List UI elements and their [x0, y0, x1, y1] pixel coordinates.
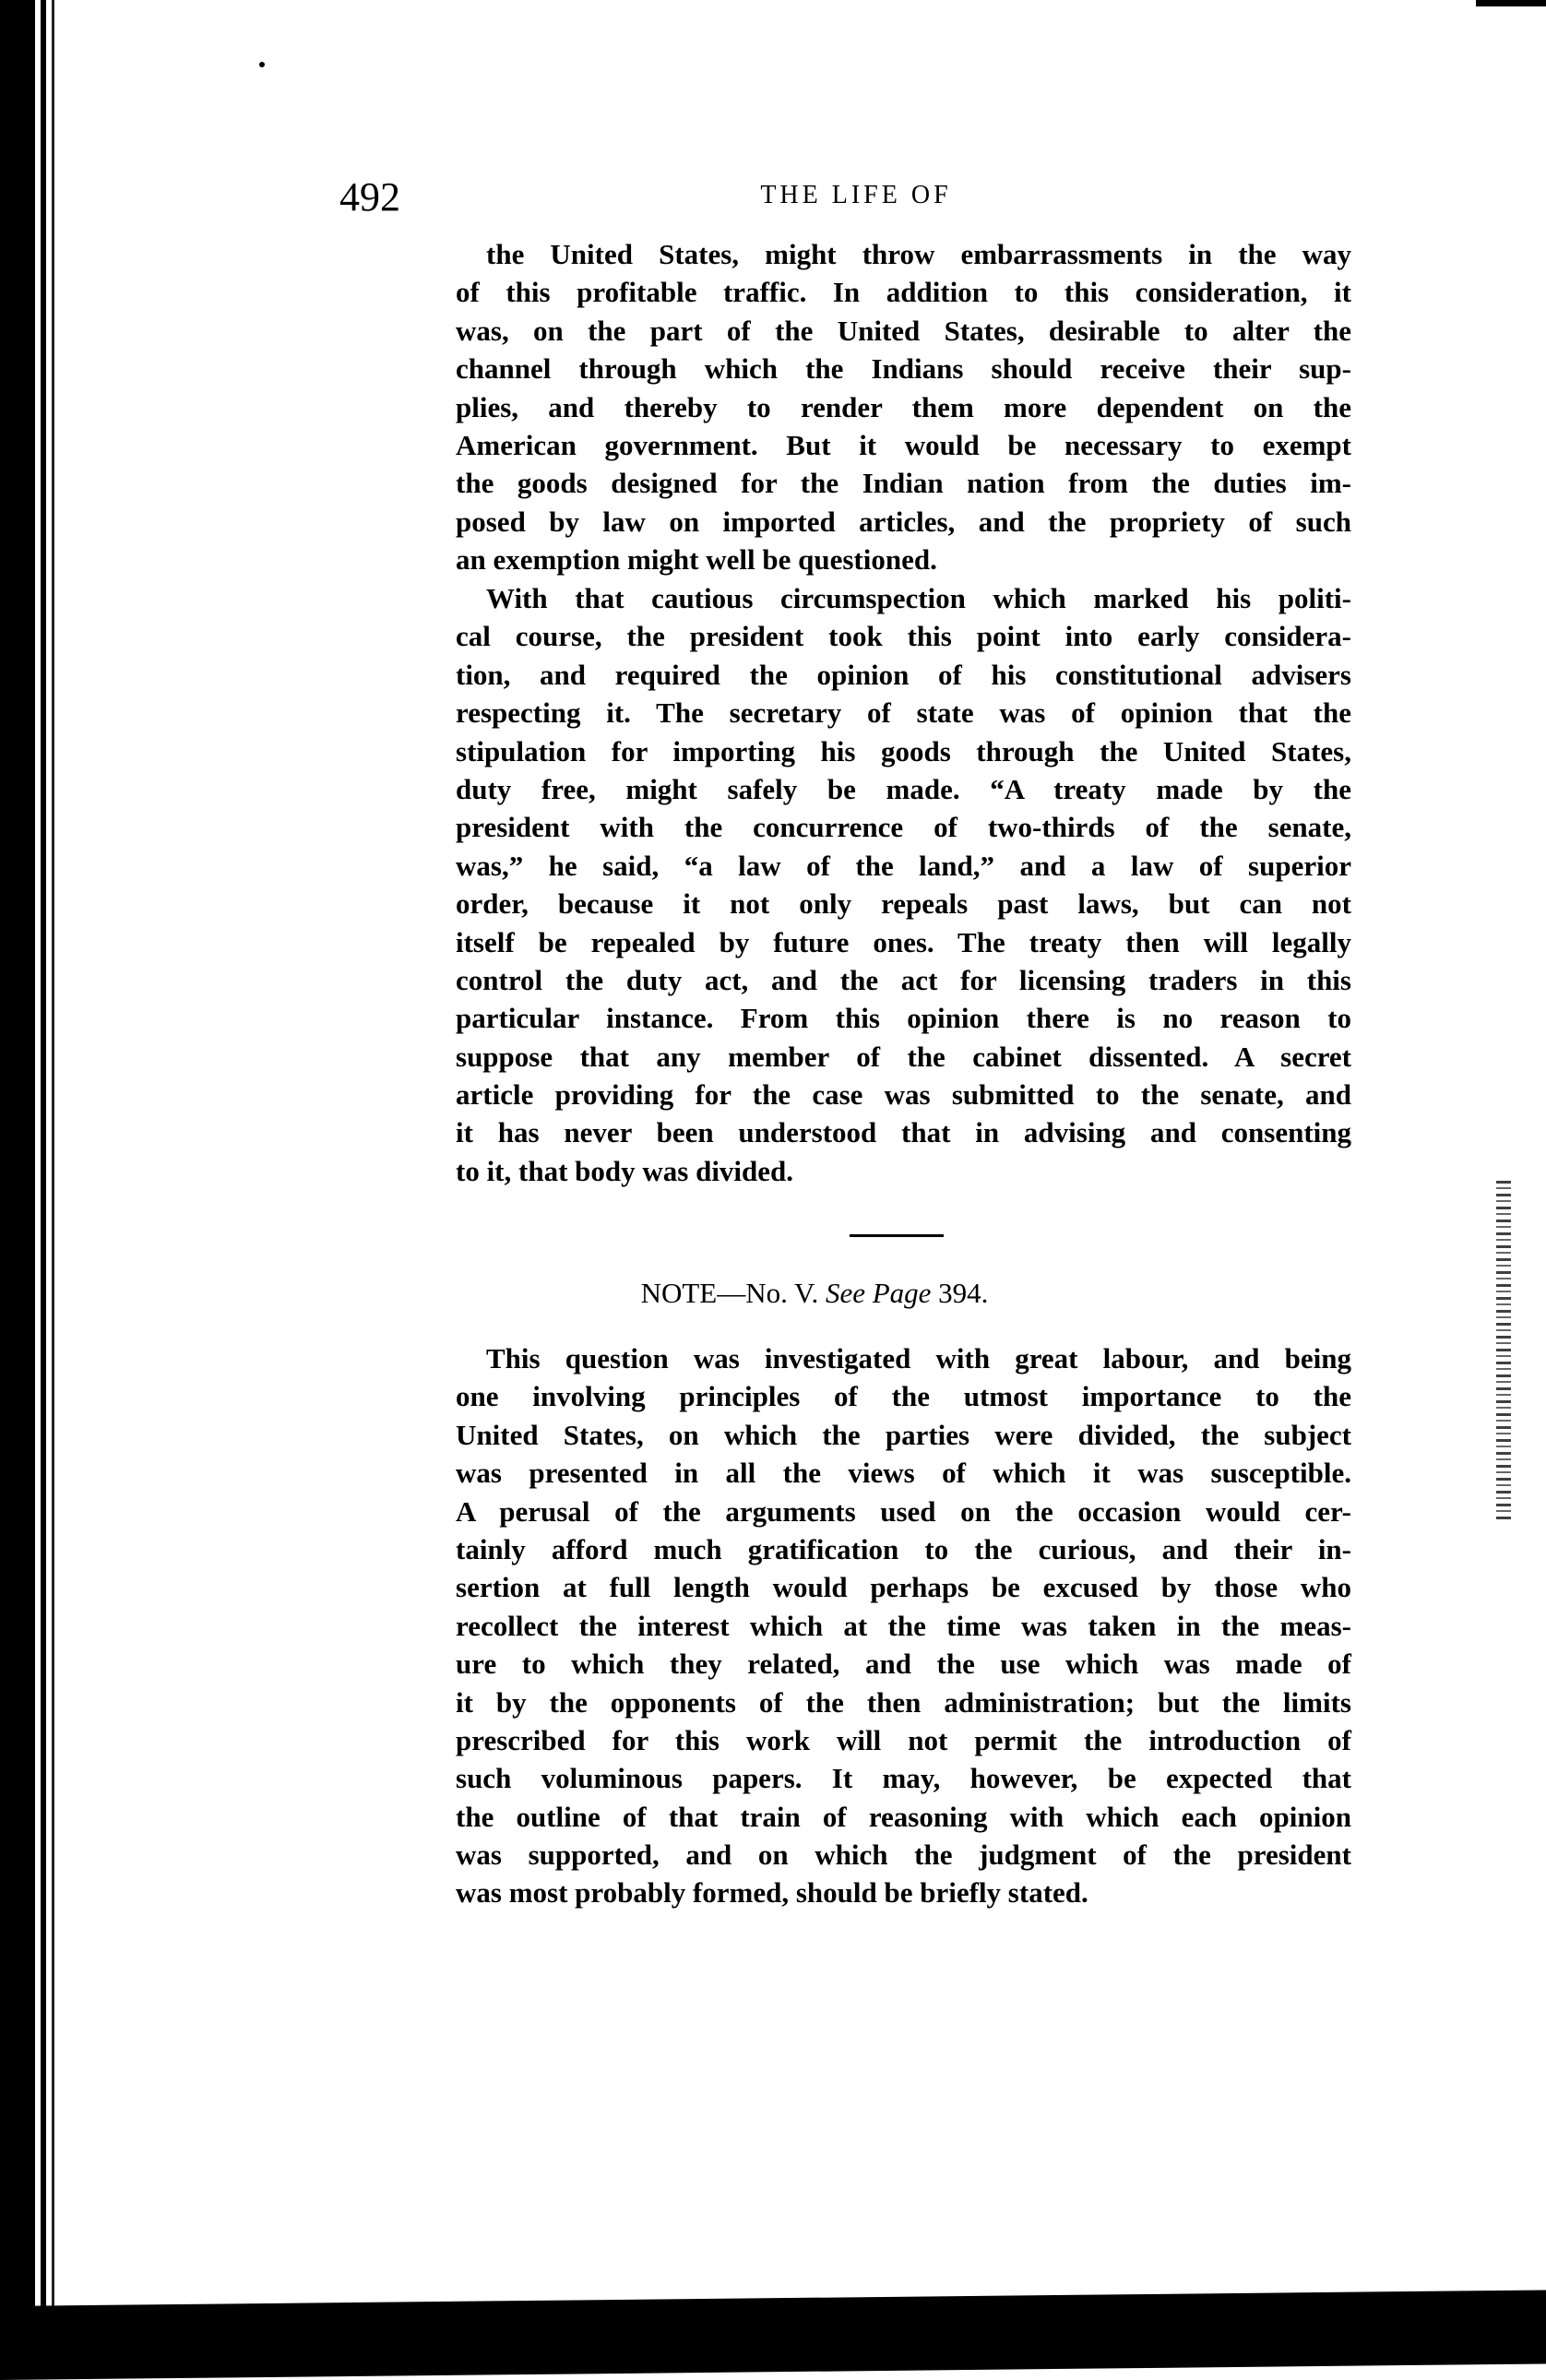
- text-line: suppose that any member of the cabinet dissented. A secret: [456, 1040, 1351, 1073]
- scan-bottom-edge: [0, 2290, 1546, 2380]
- text-line: A perusal of the arguments used on the occasion would cer-: [456, 1494, 1351, 1528]
- note-page-ref: 394.: [938, 1277, 989, 1309]
- text-line: stipulation for importing his goods through the United States,: [456, 734, 1351, 768]
- text-line: an exemption might well be questioned.: [456, 543, 937, 577]
- page-number: 492: [339, 174, 400, 220]
- text-line: such voluminous papers. It may, however, be expected that: [456, 1762, 1351, 1795]
- text-line: order, because it not only repeals past laws, but can not: [456, 887, 1351, 921]
- text-line: was presented in all the views of which it was susceptible.: [456, 1457, 1351, 1490]
- text-line: United States, on which the parties were divided, the subject: [456, 1418, 1351, 1451]
- text-line: the United States, might throw embarrassments in the way: [486, 238, 1351, 270]
- text-line: plies, and thereby to render them more dependent on the: [456, 390, 1351, 423]
- binding-edge: [0, 0, 35, 2373]
- text-line: the outline of that train of reasoning with which each opinion: [456, 1800, 1351, 1833]
- text-line: prescribed for this work will not permit the introduction of: [456, 1723, 1351, 1756]
- text-line: ure to which they related, and the use which was made of: [456, 1648, 1351, 1681]
- binding-line: [52, 0, 54, 2306]
- text-line: respecting it. The secretary of state was of opinion that the: [456, 696, 1351, 730]
- paragraph: [456, 579, 1351, 1190]
- text-line: control the duty act, and the act for licensing traders in this: [456, 963, 1351, 996]
- scan-speckle: [1496, 1181, 1511, 1522]
- paragraph: [456, 235, 1351, 579]
- scan-dot: [259, 62, 265, 67]
- note-number: NOTE—No. V.: [640, 1277, 819, 1309]
- text-line: recollect the interest which at the time was taken in the meas-: [456, 1609, 1351, 1642]
- text-line: it by the opponents of the then administration; but the limits: [456, 1685, 1351, 1719]
- text-line: president with the concurrence of two-thirds of the senate,: [456, 811, 1351, 844]
- text-line: sertion at full length would perhaps be excused by those who: [456, 1571, 1351, 1604]
- text-line: was, on the part of the United States, desirable to alter the: [456, 314, 1351, 347]
- text-line: particular instance. From this opinion there is no reason to: [456, 1002, 1351, 1035]
- text-line: cal course, the president took this point into early considera-: [456, 620, 1351, 653]
- text-line: duty free, might safely be made. “A treaty made by the: [456, 772, 1351, 805]
- running-title: THE LIFE OF: [760, 181, 952, 209]
- paragraph: [456, 1339, 1351, 1912]
- binding-line: [41, 0, 46, 2306]
- text-line: article providing for the case was submitted to the senate, and: [456, 1078, 1351, 1112]
- text-line: itself be repealed by future ones. The treaty then will legally: [456, 925, 1351, 958]
- text-line: was,” he said, “a law of the land,” and a law of superior: [456, 849, 1351, 882]
- text-line: posed by law on imported articles, and the propriety of such: [456, 505, 1351, 538]
- note-see-page: See Page: [825, 1277, 932, 1309]
- text-line: tion, and required the opinion of his constitutional advisers: [456, 658, 1351, 691]
- text-line: to it, that body was divided.: [456, 1154, 794, 1187]
- text-line: of this profitable traffic. In addition to this consideration, it: [456, 276, 1351, 309]
- text-line: was supported, and on which the judgment of the president: [456, 1839, 1351, 1872]
- section-divider: [850, 1234, 944, 1237]
- text-line: channel through which the Indians should receive their sup-: [456, 352, 1351, 386]
- scan-top-mark: [1476, 0, 1546, 6]
- text-line: the goods designed for the Indian nation from the duties im-: [456, 467, 1351, 500]
- note-heading: [0, 1277, 1546, 1310]
- text-line: was most probably formed, should be briefly stated.: [456, 1876, 1088, 1910]
- text-line: tainly afford much gratification to the curious, and their in-: [456, 1532, 1351, 1565]
- text-line: it has never been understood that in advising and consenting: [456, 1116, 1351, 1149]
- text-line: With that cautious circumspection which marked his politi-: [486, 582, 1351, 614]
- text-line: American government. But it would be necessary to exempt: [456, 428, 1351, 461]
- text-line: This question was investigated with great labour, and being: [486, 1342, 1351, 1374]
- text-line: one involving principles of the utmost importance to the: [456, 1380, 1351, 1413]
